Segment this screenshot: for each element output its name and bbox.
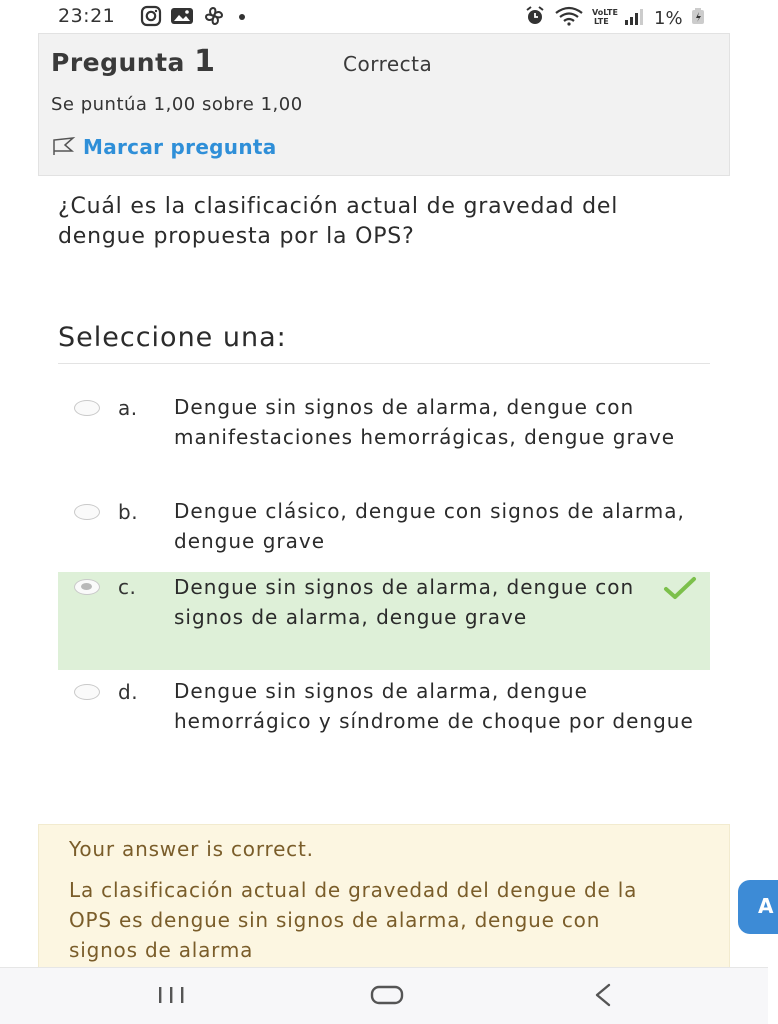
answer-option-a[interactable] [58,392,710,488]
volte-icon [592,6,616,30]
radio-button-c[interactable] [74,579,100,595]
question-title [51,44,216,79]
pinwheel-icon [202,6,226,30]
instagram-icon [140,6,162,30]
back-icon[interactable] [590,982,614,1012]
floating-accessibility-button[interactable]: A [738,880,778,934]
answer-text[interactable]: Dengue sin signos de alarma, dengue con signos de alarma, dengue grave [174,575,635,629]
feedback-status: Your answer is correct. [69,837,314,861]
question-title-label: Pregunta [51,48,185,77]
question-text: ¿Cuál es la clasificación actual de gravedad del dengue propuesta por la OPS? [58,194,619,249]
radio-button-b[interactable] [74,504,100,520]
answer-letter: d. [118,680,139,704]
answer-letter: c. [118,575,137,599]
answer-text[interactable]: Dengue sin signos de alarma, dengue con manifestaciones hemorrágicas, dengue grave [174,395,676,449]
volte-label-top: VoLTE [592,8,618,17]
signal-icon [624,6,644,30]
answer-letter: a. [118,396,138,420]
navigation-bar [0,967,768,1024]
answer-prompt: Seleccione una: [58,322,287,353]
question-info [38,33,730,176]
status-time: 23:21 [58,5,116,27]
home-icon[interactable] [370,982,404,1012]
radio-button-d[interactable] [74,684,100,700]
wifi-icon [554,6,584,30]
feedback-text: La clasificación actual de gravedad del dengue de la OPS es dengue sin signos de alarma, dengue con signos de alarma [69,878,638,962]
battery-icon [691,6,705,30]
answer-option-b[interactable] [58,496,710,564]
question-state: Correcta [343,52,433,76]
correct-check-icon [664,576,696,604]
answer-option-d[interactable] [58,676,710,772]
question-number: 1 [194,44,216,79]
answer-text[interactable]: Dengue sin signos de alarma, dengue hemorrágico y síndrome de choque por dengue [174,679,694,733]
alarm-icon [524,6,546,30]
flag-icon [51,134,77,160]
divider [58,363,710,364]
recents-icon[interactable] [156,982,188,1012]
battery-percent: 1% [654,7,683,29]
svg-text:LTE: LTE [594,17,609,26]
answer-option-c[interactable] [58,572,710,670]
question-grade: Se puntúa 1,00 sobre 1,00 [51,94,303,115]
radio-button-a[interactable] [74,400,100,416]
feedback-box [38,824,730,974]
answer-text[interactable]: Dengue clásico, dengue con signos de alarma, dengue grave [174,499,685,553]
status-bar [0,0,768,32]
answer-letter: b. [118,500,139,524]
gallery-icon [170,6,194,30]
flag-question-button[interactable] [51,134,277,160]
flag-question-label[interactable]: Marcar pregunta [83,135,277,159]
dot-icon [234,6,250,30]
